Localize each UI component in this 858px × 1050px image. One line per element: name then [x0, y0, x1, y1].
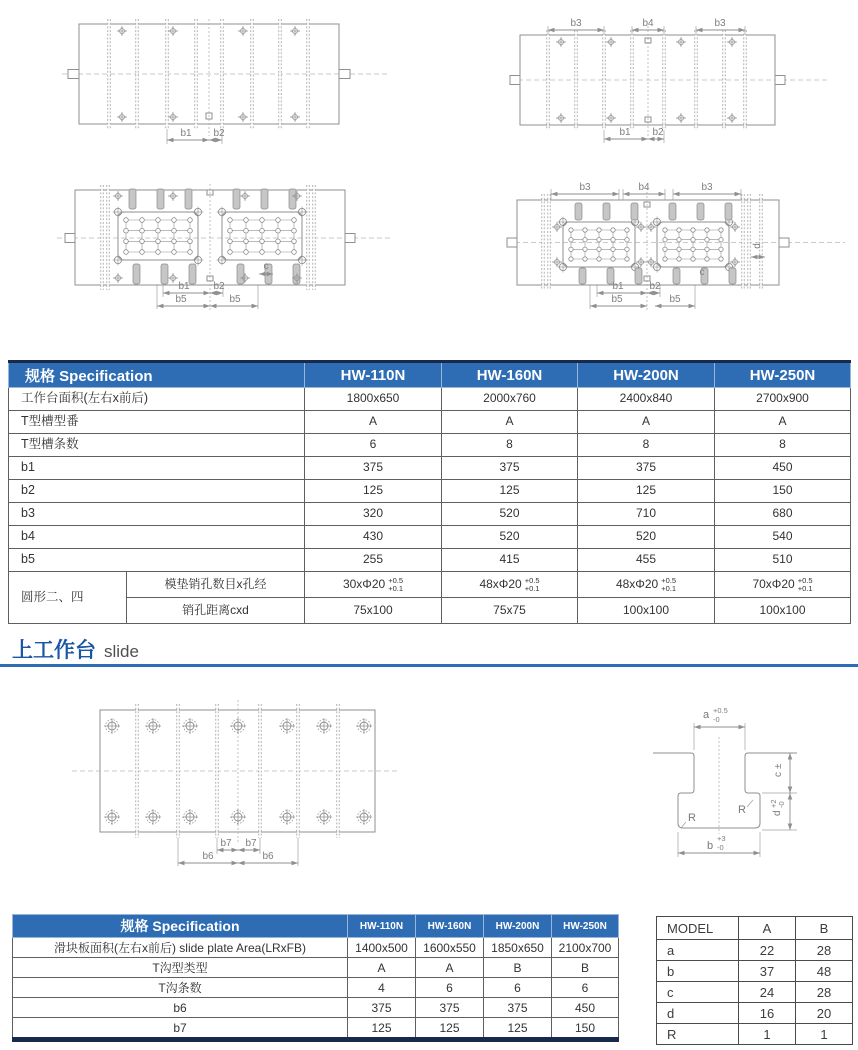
cell: A	[715, 411, 851, 434]
cell: 75x100	[305, 598, 442, 624]
row-label: T型槽型番	[9, 411, 305, 434]
cell: 8	[442, 434, 578, 457]
cell	[578, 572, 715, 598]
dim-b2-label: b2	[652, 127, 664, 138]
dim-b-tol-lower: -0	[717, 843, 724, 852]
dim-c-label: c	[263, 261, 269, 272]
table-header-row	[9, 362, 851, 388]
cell: 16	[739, 1003, 796, 1024]
cell: 520	[578, 526, 715, 549]
dim-c-label: c	[699, 267, 705, 278]
bolster-pin-hole-grid-drawing-left	[55, 160, 395, 323]
cell: 125	[484, 1018, 552, 1040]
cell: 540	[715, 526, 851, 549]
pin-markers	[552, 222, 740, 267]
bolster-plan-6-slot-drawing	[60, 6, 390, 154]
cell: 1	[796, 1024, 853, 1045]
tolerance-lower: +0.1	[797, 583, 813, 593]
cell: 6	[305, 434, 442, 457]
column-b-header: B	[796, 917, 853, 940]
dim-b7-right-label: b7	[245, 838, 257, 849]
dim-b3-left-label: b3	[579, 182, 591, 193]
dim-b1-label: b1	[619, 127, 631, 138]
table-row	[13, 1018, 619, 1040]
model-header-hw110n: HW-110N	[305, 362, 442, 388]
row-label: b	[657, 961, 739, 982]
cell: 150	[552, 1018, 619, 1040]
cell: 375	[442, 457, 578, 480]
model-header-hw200n: HW-200N	[578, 362, 715, 388]
pin-hole-grid-right	[652, 217, 735, 273]
dim-d-label: d	[752, 243, 763, 249]
tolerance-upper: +0.5	[661, 575, 677, 585]
cell: A	[578, 411, 715, 434]
pin-hole-grid-left	[558, 217, 641, 273]
model-header-hw200n: HW-200N	[484, 915, 552, 938]
dim-b5-left-label: b5	[175, 294, 187, 305]
row-label: b1	[9, 457, 305, 480]
table-header-row	[657, 917, 853, 940]
table-row	[9, 480, 851, 503]
table-row	[657, 940, 853, 961]
radius-right-label: R	[738, 804, 746, 816]
row-label: b2	[9, 480, 305, 503]
radius-labels	[681, 800, 753, 828]
pin-markers	[113, 191, 302, 283]
pin-hole-grid-left	[113, 207, 204, 266]
row-label: b7	[13, 1018, 348, 1040]
dim-b6-left-label: b6	[202, 851, 214, 862]
bolster-spec-table	[8, 360, 851, 624]
row-label: 销孔距离cxd	[127, 598, 305, 624]
pin-value: 48xΦ20	[615, 576, 659, 591]
cell: 1	[739, 1024, 796, 1045]
pin-value: 70xΦ20	[752, 576, 795, 591]
table-row	[9, 572, 851, 598]
dim-b5-right-label: b5	[669, 294, 681, 305]
tolerance-upper: +0.5	[797, 575, 813, 585]
table-row	[9, 598, 851, 624]
table-row	[9, 526, 851, 549]
t-slots	[109, 19, 308, 136]
row-label: c	[657, 982, 739, 1003]
section-title	[12, 634, 139, 664]
cell: 450	[552, 998, 619, 1018]
cell: B	[484, 958, 552, 978]
dim-b3-right-label: b3	[714, 18, 726, 29]
dimension-b	[678, 832, 760, 857]
spec-header-title: 规格 Specification	[13, 915, 348, 938]
table-row	[13, 978, 619, 998]
dim-b4-label: b4	[642, 18, 654, 29]
pin-hole-grid-right	[217, 207, 308, 266]
row-label: T沟条数	[13, 978, 348, 998]
dim-b3-right-label: b3	[701, 182, 713, 193]
cell: 100x100	[715, 598, 851, 624]
cell: 2000x760	[442, 388, 578, 411]
radius-left-label: R	[688, 812, 696, 824]
cell: 375	[348, 998, 416, 1018]
table-row	[9, 457, 851, 480]
cell: 6	[416, 978, 484, 998]
cell: 20	[796, 1003, 853, 1024]
table-row	[9, 411, 851, 434]
section-divider	[0, 664, 858, 667]
cell: 125	[416, 1018, 484, 1040]
row-label: R	[657, 1024, 739, 1045]
cell: 455	[578, 549, 715, 572]
cell: 680	[715, 503, 851, 526]
t-slot-cross-section-drawing	[640, 682, 858, 880]
cell: 6	[484, 978, 552, 998]
cell: 2100x700	[552, 938, 619, 958]
cell: 75x75	[442, 598, 578, 624]
cell: 2700x900	[715, 388, 851, 411]
tolerance-lower: +0.1	[661, 583, 677, 593]
dimensions	[178, 838, 298, 866]
section-title-zh: 上工作台	[12, 639, 96, 662]
cell: 375	[416, 998, 484, 1018]
cell: 125	[442, 480, 578, 503]
dim-a-label: a	[702, 709, 710, 721]
column-a-header: A	[739, 917, 796, 940]
cell: 375	[484, 998, 552, 1018]
cell: 1850x650	[484, 938, 552, 958]
slide-spec-table	[12, 914, 619, 1042]
cell: A	[305, 411, 442, 434]
row-label: T沟型类型	[13, 958, 348, 978]
dim-b1-label: b1	[178, 281, 190, 292]
row-label: 工作台面积(左右x前后)	[9, 388, 305, 411]
cell: 37	[739, 961, 796, 982]
dim-b1-label: b1	[180, 128, 192, 139]
pin-value: 30xΦ20	[342, 576, 386, 591]
dim-d-tol-lower: -0	[777, 801, 786, 808]
t-slot-model-table	[656, 916, 853, 1045]
dimension-c	[762, 753, 797, 793]
cell: 8	[715, 434, 851, 457]
dim-b5-right-label: b5	[229, 294, 241, 305]
dim-b3-left-label: b3	[570, 18, 582, 29]
row-label: b3	[9, 503, 305, 526]
table-row	[657, 1024, 853, 1045]
dim-d-tol-upper: +2	[769, 799, 778, 808]
group-row-label: 圆形二、四	[9, 572, 127, 624]
cell: 22	[739, 940, 796, 961]
dimension-d	[762, 793, 797, 830]
model-header-hw110n: HW-110N	[348, 915, 416, 938]
tolerance-upper: +0.5	[524, 575, 540, 585]
cell: 125	[305, 480, 442, 503]
table-row	[9, 503, 851, 526]
slide-plate-drawing	[70, 694, 400, 884]
cell: 24	[739, 982, 796, 1003]
cell: 4	[348, 978, 416, 998]
cell: 28	[796, 982, 853, 1003]
cell: 6	[552, 978, 619, 998]
cell: 430	[305, 526, 442, 549]
table-row	[9, 434, 851, 457]
row-label: b4	[9, 526, 305, 549]
cell: 48	[796, 961, 853, 982]
model-header-hw160n: HW-160N	[442, 362, 578, 388]
cell: 100x100	[578, 598, 715, 624]
model-header-hw250n: HW-250N	[552, 915, 619, 938]
dim-d-label: d	[772, 810, 783, 816]
dimensions-top	[551, 182, 741, 200]
row-label: T型槽条数	[9, 434, 305, 457]
row-label: 滑块板面积(左右x前后) slide plate Area(LRxFB)	[13, 938, 348, 958]
cell: 320	[305, 503, 442, 526]
row-label: b5	[9, 549, 305, 572]
cell: 1400x500	[348, 938, 416, 958]
table-header-row	[13, 915, 619, 938]
cell: A	[442, 411, 578, 434]
key-bars	[129, 189, 300, 284]
dim-b2-label: b2	[213, 281, 225, 292]
cell: 375	[305, 457, 442, 480]
dim-b5-left-label: b5	[611, 294, 623, 305]
tolerance-lower: +0.1	[388, 583, 404, 593]
t-slots	[548, 26, 745, 136]
cell: 375	[578, 457, 715, 480]
bolster-outline	[62, 24, 388, 124]
cell: 520	[442, 503, 578, 526]
pin-value: 48xΦ20	[479, 576, 522, 591]
cell: A	[416, 958, 484, 978]
cell	[442, 572, 578, 598]
cell: A	[348, 958, 416, 978]
tolerance-lower: +0.1	[524, 583, 540, 593]
tolerance-upper: +0.5	[388, 575, 404, 585]
cell: 415	[442, 549, 578, 572]
dim-c-label: c	[773, 772, 784, 777]
cell	[715, 572, 851, 598]
cell: 1600x550	[416, 938, 484, 958]
section-title-en: slide	[104, 642, 139, 661]
dim-b-tol-upper: +3	[717, 834, 726, 843]
cell: 710	[578, 503, 715, 526]
cell: 510	[715, 549, 851, 572]
table-row	[13, 958, 619, 978]
model-header-hw160n: HW-160N	[416, 915, 484, 938]
cell: 1800x650	[305, 388, 442, 411]
bolster-outline	[57, 184, 393, 312]
model-header: MODEL	[657, 917, 739, 940]
t-slot-profile	[653, 737, 797, 834]
dim-b4-label: b4	[638, 182, 650, 193]
row-label: d	[657, 1003, 739, 1024]
dim-b2-label: b2	[213, 128, 225, 139]
spec-header-title: 规格 Specification	[9, 362, 305, 388]
table-row	[13, 938, 619, 958]
cell: 2400x840	[578, 388, 715, 411]
bolster-outline	[510, 35, 828, 125]
cell: 520	[442, 526, 578, 549]
cell: 8	[578, 434, 715, 457]
dim-a-tol-upper: +0.5	[713, 706, 728, 715]
dim-c-tol: ±	[773, 763, 784, 769]
cell: 125	[348, 1018, 416, 1040]
table-row	[657, 961, 853, 982]
table-row	[657, 1003, 853, 1024]
cell	[305, 572, 442, 598]
dim-a-tol-lower: -0	[713, 715, 720, 724]
model-header-hw250n: HW-250N	[715, 362, 851, 388]
table-row	[13, 998, 619, 1018]
dim-b-label: b	[706, 840, 714, 852]
cell: 255	[305, 549, 442, 572]
table-row	[9, 549, 851, 572]
bolster-plan-8-slot-drawing	[508, 0, 858, 158]
row-label: b6	[13, 998, 348, 1018]
cell: 450	[715, 457, 851, 480]
dimension-a	[694, 706, 745, 750]
cell: 150	[715, 480, 851, 503]
cell: B	[552, 958, 619, 978]
dim-b7-left-label: b7	[220, 838, 232, 849]
bolster-pin-hole-grid-drawing-right	[505, 160, 858, 323]
dim-b2-label: b2	[649, 281, 661, 292]
table-row	[657, 982, 853, 1003]
cell: 125	[578, 480, 715, 503]
dimensions	[167, 128, 225, 144]
row-label: 模垫销孔数目x孔经	[127, 572, 305, 598]
row-label: a	[657, 940, 739, 961]
cell: 28	[796, 940, 853, 961]
table-row	[9, 388, 851, 411]
dim-b1-label: b1	[612, 281, 624, 292]
dim-b6-right-label: b6	[262, 851, 274, 862]
